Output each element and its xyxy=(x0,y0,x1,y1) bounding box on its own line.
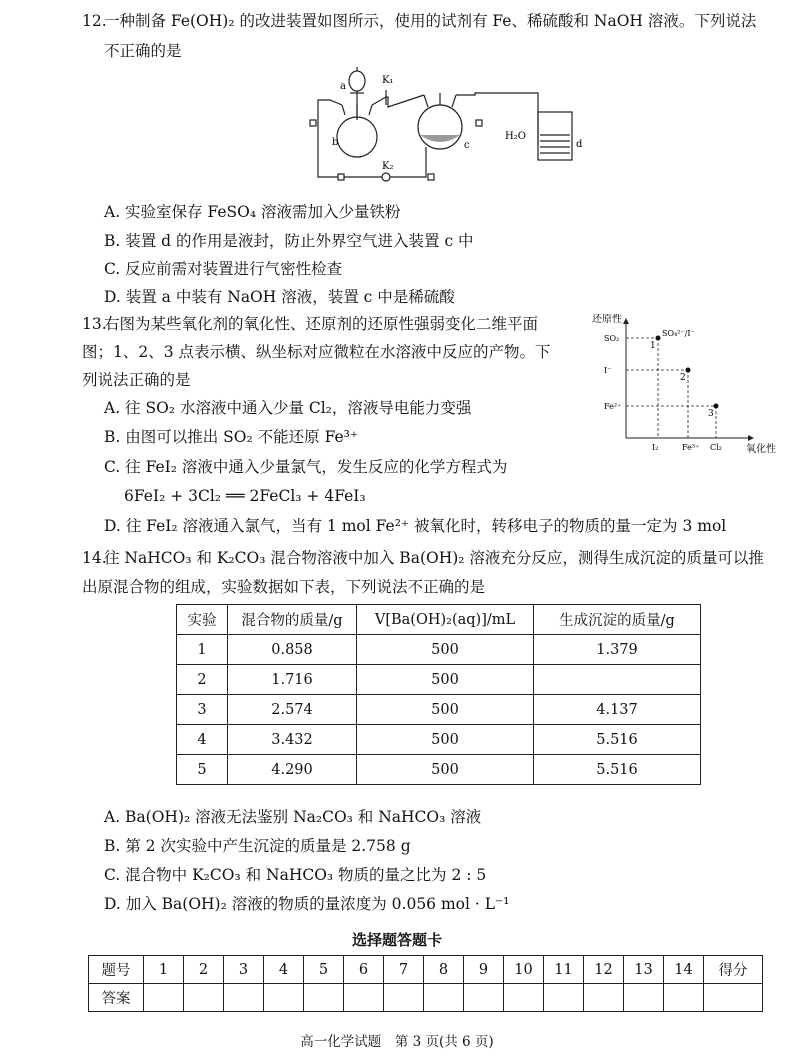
q13-number: 13. xyxy=(82,315,107,333)
answer-cell[interactable] xyxy=(504,984,544,1012)
y-tick-label: SO₂ xyxy=(604,334,620,343)
answer-cell[interactable] xyxy=(424,984,464,1012)
question-number-cell: 11 xyxy=(544,956,584,984)
answer-cell[interactable] xyxy=(344,984,384,1012)
table-header: 生成沉淀的质量/g xyxy=(534,605,701,635)
q12-option-c: C. 反应前需对装置进行气密性检查 xyxy=(104,260,343,278)
table-cell: 500 xyxy=(357,755,534,785)
data-point xyxy=(714,404,719,409)
row-label: 答案 xyxy=(89,984,144,1012)
q14-stem-line1: 往 NaHCO₃ 和 K₂CO₃ 混合物溶液中加入 Ba(OH)₂ 溶液充分反应，测得生成沉淀的质量可以推 xyxy=(104,549,764,567)
answer-cell[interactable] xyxy=(464,984,504,1012)
question-number-cell: 14 xyxy=(664,956,704,984)
data-point xyxy=(656,336,661,341)
experiment-table xyxy=(176,604,701,785)
y-axis-arrow xyxy=(623,318,629,324)
label-d: d xyxy=(576,139,583,150)
x-axis-arrow xyxy=(748,435,754,441)
q13-stem-line2: 图；1、2、3 点表示横、纵坐标对应微粒在水溶液中反应的产物。下 xyxy=(82,343,551,361)
answer-input-row xyxy=(89,984,763,1012)
q13-equation: 6FeI₂ + 3Cl₂ ══ 2FeCl₃ + 4FeI₃ xyxy=(124,487,366,505)
point-label: 3 xyxy=(708,409,714,419)
q13-stem-line1: 右图为某些氧化剂的氧化性、还原剂的还原性强弱变化二维平面 xyxy=(104,315,539,333)
label-h2o: H₂O xyxy=(505,131,526,142)
q12-stem-line2: 不正确的是 xyxy=(104,42,182,60)
y-tick-label: I⁻ xyxy=(604,366,612,375)
q13-option-b: B. 由图可以推出 SO₂ 不能还原 Fe³⁺ xyxy=(104,428,359,446)
table-cell: 1.379 xyxy=(534,635,701,665)
answer-cell[interactable] xyxy=(624,984,664,1012)
table-row xyxy=(177,695,701,725)
table-cell: 4.290 xyxy=(228,755,357,785)
q12-option-b: B. 装置 d 的作用是液封，防止外界空气进入装置 c 中 xyxy=(104,232,474,250)
table-cell xyxy=(534,665,701,695)
question-number-cell: 7 xyxy=(384,956,424,984)
q12-apparatus-figure xyxy=(300,65,600,195)
answer-cell[interactable] xyxy=(304,984,344,1012)
question-number-cell: 1 xyxy=(144,956,184,984)
question-number-cell: 13 xyxy=(624,956,664,984)
q13-stem-line3: 列说法正确的是 xyxy=(82,371,191,389)
point-label: 2 xyxy=(680,373,686,383)
question-number-cell: 5 xyxy=(304,956,344,984)
x-tick-label: Cl₂ xyxy=(710,443,722,452)
table-cell: 500 xyxy=(357,665,534,695)
answer-card-table xyxy=(88,955,763,1012)
table-cell: 2.574 xyxy=(228,695,357,725)
q13-option-a: A. 往 SO₂ 水溶液中通入少量 Cl₂，溶液导电能力变强 xyxy=(104,399,472,417)
label-a: a xyxy=(340,81,346,92)
answer-cell[interactable] xyxy=(184,984,224,1012)
q13-option-c: C. 往 FeI₂ 溶液中通入少量氯气，发生反应的化学方程式为 xyxy=(104,458,508,476)
x-tick-label: I₂ xyxy=(652,443,659,452)
table-header: V[Ba(OH)₂(aq)]/mL xyxy=(357,605,534,635)
x-axis-label: 氧化性 xyxy=(746,444,776,455)
answer-cell[interactable] xyxy=(384,984,424,1012)
table-cell: 500 xyxy=(357,695,534,725)
answer-cell[interactable] xyxy=(544,984,584,1012)
q14-option-d: D. 加入 Ba(OH)₂ 溶液的物质的量浓度为 0.056 mol · L⁻¹ xyxy=(104,895,510,913)
table-header: 混合物的质量/g xyxy=(228,605,357,635)
table-cell: 0.858 xyxy=(228,635,357,665)
table-cell: 1.716 xyxy=(228,665,357,695)
label-b: b xyxy=(332,137,339,148)
y-axis-label: 还原性 xyxy=(592,314,622,325)
q14-number: 14. xyxy=(82,549,107,567)
question-number-cell: 8 xyxy=(424,956,464,984)
table-cell: 500 xyxy=(357,725,534,755)
table-cell: 1 xyxy=(177,635,228,665)
answer-cell[interactable] xyxy=(264,984,304,1012)
answer-card-title: 选择题答题卡 xyxy=(351,931,442,949)
q14-option-a: A. Ba(OH)₂ 溶液无法鉴别 Na₂CO₃ 和 NaHCO₃ 溶液 xyxy=(104,808,482,826)
question-number-cell: 2 xyxy=(184,956,224,984)
answer-cell[interactable] xyxy=(224,984,264,1012)
y-tick-label: Fe²⁺ xyxy=(604,402,622,411)
table-cell: 3 xyxy=(177,695,228,725)
table-cell: 4 xyxy=(177,725,228,755)
table-cell: 4.137 xyxy=(534,695,701,725)
table-cell: 3.432 xyxy=(228,725,357,755)
answer-number-row xyxy=(89,956,763,984)
label-c: c xyxy=(464,140,470,151)
question-number-cell: 12 xyxy=(584,956,624,984)
score-label: 得分 xyxy=(704,956,763,984)
question-number-cell: 6 xyxy=(344,956,384,984)
table-row xyxy=(177,635,701,665)
table-cell: 2 xyxy=(177,665,228,695)
q13-option-d: D. 往 FeI₂ 溶液通入氯气，当有 1 mol Fe²⁺ 被氧化时，转移电子的物质的量一定为 3 mol xyxy=(104,517,727,535)
q12-option-d: D. 装置 a 中装有 NaOH 溶液，装置 c 中是稀硫酸 xyxy=(104,288,455,306)
question-number-cell: 10 xyxy=(504,956,544,984)
data-point xyxy=(686,368,691,373)
point-label: 1 xyxy=(650,341,656,351)
redox-chart xyxy=(588,314,788,464)
q14-stem-line2: 出原混合物的组成，实验数据如下表，下列说法不正确的是 xyxy=(82,578,486,596)
row-label: 题号 xyxy=(89,956,144,984)
label-k1: K₁ xyxy=(382,75,394,86)
q12-number: 12. xyxy=(82,12,107,30)
score-cell[interactable] xyxy=(704,984,763,1012)
q14-option-c: C. 混合物中 K₂CO₃ 和 NaHCO₃ 物质的量之比为 2 : 5 xyxy=(104,866,487,884)
table-row xyxy=(177,725,701,755)
answer-cell[interactable] xyxy=(144,984,184,1012)
answer-cell[interactable] xyxy=(664,984,704,1012)
question-number-cell: 4 xyxy=(264,956,304,984)
q12-option-a: A. 实验室保存 FeSO₄ 溶液需加入少量铁粉 xyxy=(104,203,401,221)
table-cell: 5 xyxy=(177,755,228,785)
question-number-cell: 3 xyxy=(224,956,264,984)
q14-option-b: B. 第 2 次实验中产生沉淀的质量是 2.758 g xyxy=(104,837,411,855)
answer-cell[interactable] xyxy=(584,984,624,1012)
question-number-cell: 9 xyxy=(464,956,504,984)
x-tick-label: Fe³⁺ xyxy=(682,443,700,452)
table-header: 实验 xyxy=(177,605,228,635)
q12-stem-line1: 一种制备 Fe(OH)₂ 的改进装置如图所示，使用的试剂有 Fe、稀硫酸和 NaOH 溶液。下列说法 xyxy=(104,12,757,30)
table-cell: 5.516 xyxy=(534,725,701,755)
table-cell: 5.516 xyxy=(534,755,701,785)
label-k2: K₂ xyxy=(382,161,394,172)
page-footer: 高一化学试题 第 3 页(共 6 页) xyxy=(300,1034,494,1050)
table-cell: 500 xyxy=(357,635,534,665)
table-header-row xyxy=(177,605,701,635)
table-row xyxy=(177,665,701,695)
table-row xyxy=(177,755,701,785)
point-product-label: SO₄²⁻/I⁻ xyxy=(662,329,695,338)
